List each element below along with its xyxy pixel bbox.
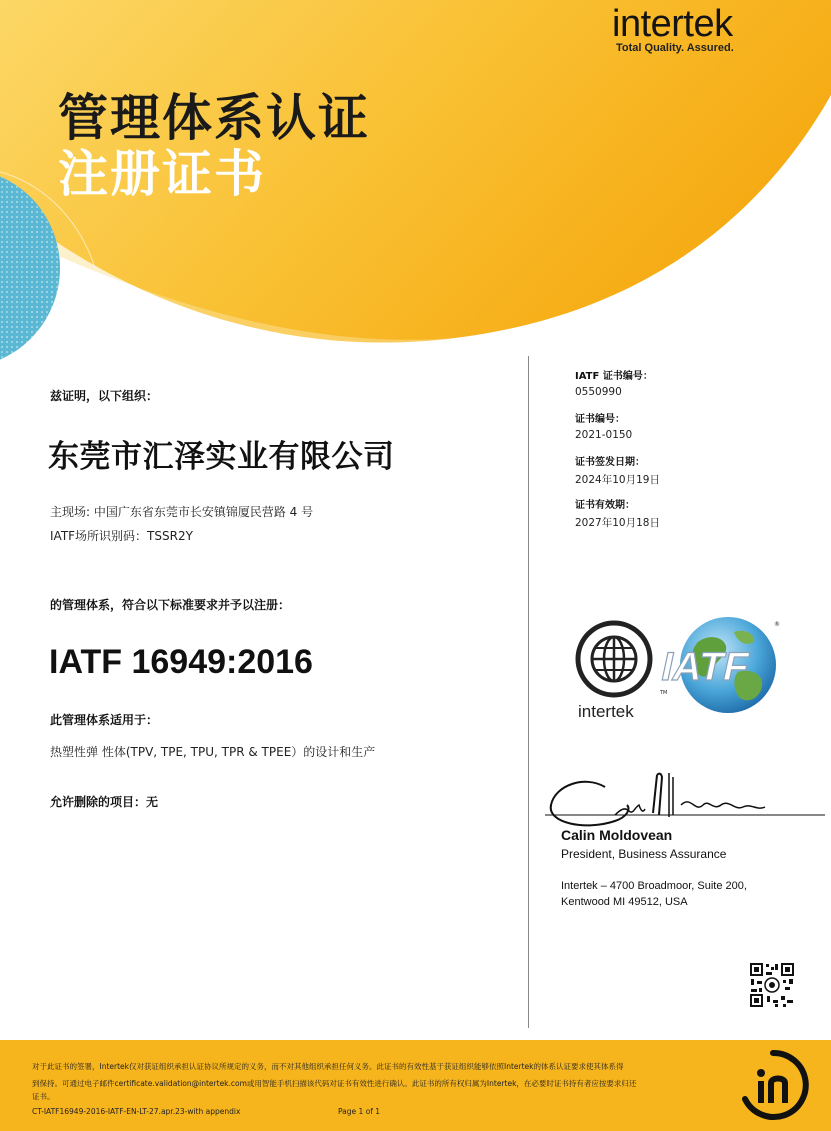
exclusion-text: 允许删除的项目：无	[50, 795, 159, 809]
cert-number: 2021-0150	[575, 429, 633, 441]
footer-doc-code: CT-IATF16949-2016-IATF-EN-LT-27.apr.23-with appendix	[32, 1107, 241, 1116]
issue-date: 2024年10月19日	[575, 474, 660, 486]
logo-tagline: Total Quality. Assured.	[616, 42, 734, 54]
scope-label: 此管理体系适用于：	[50, 713, 159, 727]
footer-line-2: 到保持。可通过电子邮件certificate.validation@intertek.com或用智能手机扫描该代码对证书有效性进行确认。此证书的所有权归属为Intertek，在必要时证书持有者应按要求归还	[32, 1079, 637, 1088]
site-address: 主现场: 中国广东省东莞市长安镇锦厦民营路 4 号	[50, 505, 314, 519]
signatory-role: President, Business Assurance	[561, 847, 727, 861]
system-label: 的管理体系，符合以下标准要求并予以注册：	[50, 598, 291, 612]
issue-date-label: 证书签发日期：	[575, 457, 645, 468]
company-name: 东莞市汇泽实业有限公司	[48, 439, 395, 475]
valid-date-label: 证书有效期：	[575, 500, 635, 511]
registered-mark: ®	[774, 621, 780, 628]
intertek-logo	[612, 2, 780, 54]
certify-label: 兹证明，以下组织：	[50, 389, 159, 403]
iatf-number: 0550990	[575, 386, 622, 398]
iatf-number-label: IATF 证书编号：	[575, 371, 653, 382]
standard-name: IATF 16949:2016	[49, 643, 313, 681]
footer-line-3: 证书。	[32, 1092, 55, 1101]
logo-wordmark: intertek	[612, 3, 733, 45]
intertek-address-line1: Intertek – 4700 Broadmoor, Suite 200,	[561, 880, 747, 892]
footer-page-number: Page 1 of 1	[338, 1107, 381, 1116]
verification-qr-code-icon[interactable]	[749, 962, 795, 1008]
certificate-subtitle: 注册证书	[58, 145, 266, 203]
tm-mark: TM	[660, 690, 668, 696]
intertek-in-badge-icon	[737, 1049, 809, 1121]
footer-band	[0, 1040, 831, 1131]
column-divider	[528, 356, 529, 1028]
scope-text: 热塑性弹 性体(TPV, TPE, TPU, TPR & TPEE）的设计和生产	[50, 745, 376, 759]
iatf-logo-text: IATF	[657, 643, 754, 689]
certificate-title: 管理体系认证	[58, 89, 370, 147]
seal-wordmark: intertek	[578, 702, 634, 721]
cert-number-label: 证书编号：	[575, 414, 625, 425]
site-id: IATF场所识别码：TSSR2Y	[50, 529, 193, 543]
signatory-name: Calin Moldovean	[561, 827, 673, 843]
footer-line-1: 对于此证书的签署，Intertek仅对获证组织承担认证协议所规定的义务，而不对其他组织承担任何义务。此证书的有效性基于获证组织能够依照Intertek的体系认证要求使其体系得	[32, 1062, 624, 1071]
intertek-certification-seal-icon	[572, 612, 668, 722]
valid-date: 2027年10月18日	[575, 517, 660, 529]
intertek-address-line2: Kentwood MI 49512, USA	[561, 896, 688, 908]
